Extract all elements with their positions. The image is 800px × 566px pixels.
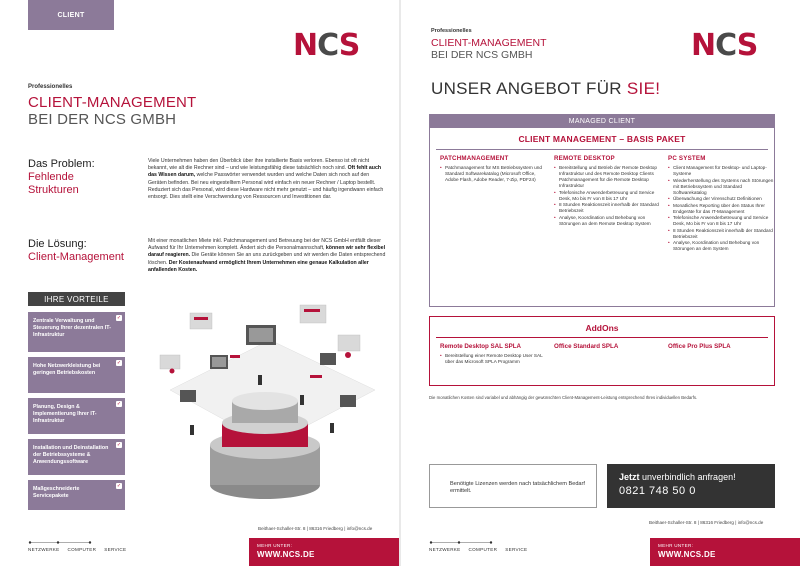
solution-paragraph: Mit einer monatlichen Miete inkl. Patchmanagement und Betreuung bei der NCS GmbH entfällt dieser Aufwand für Ihr Unternehmen komplett. Ändert sich die Personalmannschaft, können wir sehr flexibel darauf reagieren. Die Geräte können Sie an uns zurückgeben und wir werden die Daten entsprechend löschen. Der Kostenaufwand ermöglicht Ihrem Unternehmen eine genaue Kalkulation aller anfallenden Kosten. (148, 238, 386, 273)
problem-red-1: Fehlende (28, 171, 74, 183)
cta-small: MEHR UNTER: (658, 543, 694, 548)
column-title: PATCHMANAGEMENT (440, 155, 509, 162)
list-item: • Telefonische Anwenderbetreuung und Service Desk, Mo bis Fr von 8 bis 17 Uhr (668, 215, 776, 227)
contact-cta[interactable] (607, 464, 775, 508)
check-icon: ✓ (116, 483, 122, 489)
list-item: • Analyse, Koordination und Behebung von Störungen an dem System (668, 240, 776, 252)
addons-title: AddOns (585, 323, 619, 333)
nav-networks[interactable]: NETZWERKE (28, 547, 60, 552)
nav-computer[interactable]: COMPUTER (468, 547, 498, 552)
cta-line: Jetzt unverbindlich anfragen! (619, 472, 736, 482)
advantage-item: ✓ Planung, Design & Implementierung Ihrer IT-Infrastruktur (28, 398, 125, 434)
license-text: Benötigte Lizenzen werden nach tatsächlichem Bedarf ermittelt. (450, 481, 585, 494)
addon-office-pro-plus (668, 343, 773, 350)
addon-office-standard (554, 343, 659, 350)
advantage-item: ✓ Installation und Deinstallation der Betriebssysteme & Anwendungssoftware (28, 439, 125, 475)
list-item: • Client Management für Desktop- und Laptop-Systeme (668, 165, 776, 177)
page-title-line2: BEI DER NCS GMBH (431, 49, 533, 61)
nav-service[interactable]: SERVICE (505, 547, 528, 552)
offer-title: UNSER ANGEBOT FÜR SIE! (431, 79, 661, 98)
left-page (0, 0, 399, 566)
license-box (429, 464, 597, 508)
nav-service[interactable]: SERVICE (104, 547, 127, 552)
addon-title: Remote Desktop SAL SPLA (440, 343, 522, 350)
column-title: REMOTE DESKTOP (554, 155, 615, 162)
advantage-item: ✓ Maßgeschneiderte Servicepakete (28, 480, 125, 510)
page-title-line1: CLIENT-MANAGEMENT (28, 94, 197, 111)
ncs-logo: NCS (691, 28, 758, 63)
isometric-datacenter-illustration (150, 295, 390, 505)
check-icon: ✓ (116, 442, 122, 448)
advantage-item: ✓ Zentrale Verwaltung und Steuerung Ihrer dezentralen IT-Infrastruktur (28, 312, 125, 352)
addon-remote-desktop (440, 343, 545, 365)
column-patchmanagement (440, 155, 548, 184)
right-page (401, 0, 800, 566)
problem-paragraph: Viele Unternehmen haben den Überblick über ihre installierte Basis verloren. Ebenso ist oft nicht bekannt, wie alt die Rechner sind – und wie leistungsfähig diese tatsächlich noch sind. Oft fehlt auch das Wissen darum, welche Passwörter verwendet wurden und welche Daten sich noch auf den Geräten befinden. Bei neu eingestelltem Personal wird einfach ein neuer Rechner / Laptop bestellt. Reduziert sich das Personal, wird diese Hardware nicht mehr genutzt – und häufig irgendwann einfach entsorgt. Dies stellt eine Verschwendung von Ressourcen und Investitionen dar. (148, 158, 384, 201)
advantage-item: ✓ Hohe Netzwerkleistung bei geringen Betriebskosten (28, 357, 125, 393)
check-icon: ✓ (116, 315, 122, 321)
phone-number[interactable]: 0821 748 50 0 (619, 485, 696, 497)
cost-note: Die monatlichen Kosten sind variabel und abhängig der gewünschten Client-Management-Leistung entsprechend Ihres individuellen Bedarfs. (429, 395, 698, 400)
check-icon: ✓ (116, 401, 122, 407)
website-cta[interactable] (249, 538, 399, 566)
footer-nav (28, 547, 126, 552)
page-title-line1: CLIENT-MANAGEMENT (431, 37, 547, 49)
website-cta[interactable] (650, 538, 800, 566)
cta-small: MEHR UNTER: (257, 543, 293, 548)
address: Beithaer-Schaller-Str. 8 | 86316 Friedberg | info@ncs.de (258, 526, 373, 531)
addon-text: • Bereitstellung einer Remote Desktop User SAL über das Microsoft SPLA Programm (440, 353, 545, 365)
solution-red: Client-Management (28, 251, 124, 263)
check-icon: ✓ (116, 360, 122, 366)
kicker: Professionelles (431, 28, 472, 34)
problem-red-2: Strukturen (28, 184, 79, 196)
cta-url[interactable]: WWW.NCS.DE (658, 550, 716, 559)
divider (436, 149, 768, 150)
dots-decoration (429, 541, 509, 544)
list-item: • Telefonische Anwenderbetreuung und Service Desk, Mo bis Fr von 8 bis 17 Uhr (554, 190, 662, 202)
list-item: • 8 Stunden Reaktionszeit innerhalb der Standard Betriebszeit (668, 228, 776, 240)
addon-title: Office Standard SPLA (554, 343, 619, 350)
category-tab: CLIENT (28, 0, 114, 30)
advantages-heading: IHRE VORTEILE (28, 292, 125, 306)
list-item: • Analyse, Koordination und Behebung von Störungen an dem Remote Desktop System (554, 215, 662, 227)
list-item: • Bereitstellung und Betrieb der Remote Desktop Infrastruktur und des Remote Desktop Clients Patchmanagement für die Remote Desktop Infrastruktur (554, 165, 662, 189)
nav-computer[interactable]: COMPUTER (67, 547, 97, 552)
addon-title: Office Pro Plus SPLA (668, 343, 731, 350)
cta-url[interactable]: WWW.NCS.DE (257, 550, 315, 559)
dots-decoration (28, 541, 108, 544)
kicker: Professionelles (28, 84, 73, 90)
address: Beithaer-Schaller-Str. 8 | 86316 Friedberg | info@ncs.de (649, 520, 764, 525)
footer-nav (429, 547, 527, 552)
page-title-line2: BEI DER NCS GMBH (28, 111, 177, 128)
managed-client-head: MANAGED CLIENT (430, 115, 774, 128)
problem-heading: Das Problem: (28, 158, 95, 170)
list-item: • Überwachung der Virenschutz Definitionen (668, 196, 776, 202)
column-title: PC SYSTEM (668, 155, 706, 162)
divider (436, 337, 768, 338)
list-item: • Monatliches Reporting über den Status Ihrer Endgeräte für das IT-Management (668, 203, 776, 215)
nav-networks[interactable]: NETZWERKE (429, 547, 461, 552)
column-remote-desktop (554, 155, 662, 227)
list-item: • Wiederherstellung des Systems nach Störungen mit Betriebssystem und Standard Softwarekatalog (668, 178, 776, 196)
addons-box (429, 316, 775, 386)
managed-client-box (429, 114, 775, 307)
column-pc-system (668, 155, 776, 253)
solution-heading: Die Lösung: (28, 238, 87, 250)
list-item: • Patchmanagement für MS Betriebssystem und Standard Softwarekatalog (Microsoft Office, Adobe Flash, Adobe Reader, 7-Zip, PDF24) (440, 165, 548, 183)
ncs-logo: NCS (293, 28, 360, 63)
list-item: • 8 Stunden Reaktionszeit innerhalb der Standard Betriebszeit (554, 202, 662, 214)
package-title: CLIENT MANAGEMENT – BASIS PAKET (518, 134, 686, 144)
